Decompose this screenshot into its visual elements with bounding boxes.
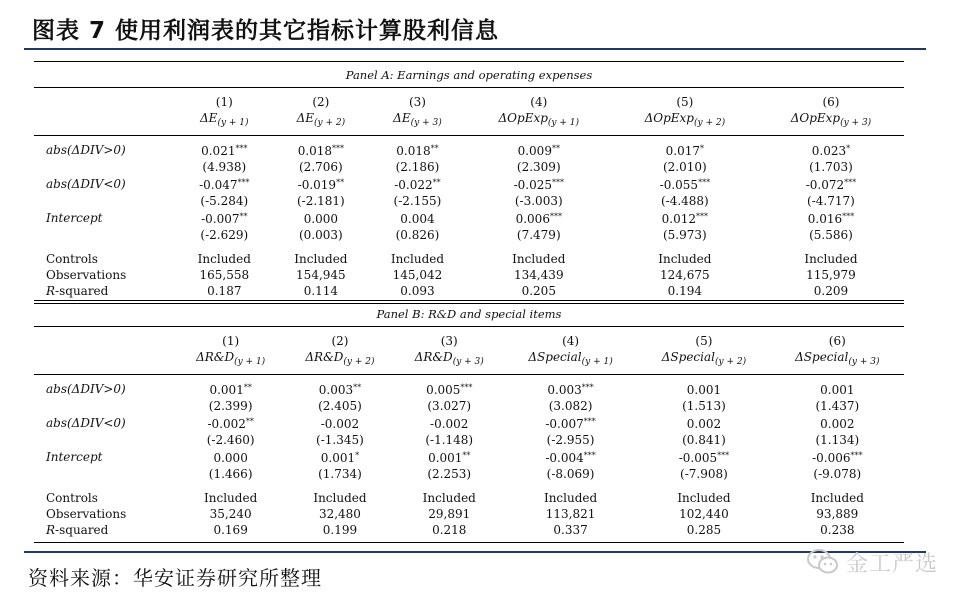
stub-cell <box>34 110 176 136</box>
t-statistic-value: (5.973) <box>662 228 707 242</box>
t-statistic-value: (-1.148) <box>425 433 474 447</box>
stub-cell <box>34 193 176 209</box>
panel-a-table <box>34 61 904 304</box>
column-number: (5) <box>676 95 694 109</box>
dependent-variable-name: ΔSpecial <box>528 350 582 364</box>
figure-title: 图表 7 使用利润表的其它指标计算股利信息 <box>32 18 500 44</box>
variable-label: Intercept <box>46 211 103 225</box>
controls-value: Included <box>804 252 858 266</box>
coefficient-value: -0.007 <box>545 417 584 431</box>
coefficient-row <box>34 414 904 432</box>
t-statistic-value: (2.186) <box>395 160 440 174</box>
observations-value: 113,821 <box>545 507 596 521</box>
column-number: (6) <box>822 95 840 109</box>
dependent-variable-horizon: (y + 3) <box>452 357 484 367</box>
t-statistic-value: (0.826) <box>395 228 440 242</box>
significance-stars: *** <box>583 451 596 460</box>
controls-value: Included <box>422 491 476 505</box>
dependent-variable-horizon: (y + 2) <box>343 357 375 367</box>
controls-value: Included <box>810 491 864 505</box>
coefficient-cell <box>771 375 904 399</box>
observations-value: 93,889 <box>816 507 859 521</box>
observations-value: 154,945 <box>296 268 346 282</box>
coefficient-value: -0.006 <box>812 451 851 465</box>
significance-stars: ** <box>551 144 560 153</box>
dependent-variable-name: ΔOpExp <box>790 111 841 125</box>
controls-value: Included <box>313 491 367 505</box>
coefficient-value: 0.023 <box>811 144 847 158</box>
significance-stars: *** <box>583 417 596 426</box>
coefficient-cell <box>395 375 504 399</box>
coefficient-cell <box>176 136 273 160</box>
dependent-variable-name: ΔSpecial <box>795 350 849 364</box>
controls-value: Included <box>677 491 731 505</box>
significance-stars: *** <box>332 144 345 153</box>
coefficient-cell <box>612 175 758 193</box>
coefficient-value: 0.004 <box>400 212 435 226</box>
column-number: (3) <box>440 334 458 348</box>
t-statistic-value: (-2.181) <box>296 194 345 208</box>
significance-stars: *** <box>850 451 863 460</box>
observations-value: 115,979 <box>806 268 856 282</box>
column-number-row <box>34 88 904 111</box>
brand-name: 金工严选 <box>846 551 939 577</box>
coefficient-value: 0.003 <box>318 383 354 397</box>
t-statistic-row <box>34 193 904 209</box>
coefficient-cell <box>176 448 285 466</box>
variable-label: abs(ΔDIV>0) <box>46 143 126 157</box>
t-statistic-value: (1.734) <box>318 467 362 481</box>
coefficient-cell <box>758 136 904 160</box>
coefficient-value: 0.005 <box>426 383 461 397</box>
r-squared-label-rest: -squared <box>55 523 109 537</box>
r-squared-label-rest: -squared <box>55 284 109 298</box>
coefficient-value: 0.012 <box>661 212 697 226</box>
title-rule <box>24 48 926 50</box>
controls-value: Included <box>204 491 258 505</box>
coefficient-value: 0.000 <box>213 451 248 465</box>
coefficient-value: 0.009 <box>517 144 552 158</box>
coefficient-value: 0.000 <box>303 212 339 226</box>
stub-cell <box>34 88 176 111</box>
t-statistic-value: (2.010) <box>662 160 707 174</box>
significance-stars: *** <box>717 451 730 460</box>
coefficient-cell <box>504 448 637 466</box>
panel-title: Panel A: Earnings and operating expenses <box>34 62 904 88</box>
r-squared-value: 0.194 <box>667 284 703 298</box>
controls-value: Included <box>294 252 348 266</box>
observations-value: 165,558 <box>199 268 250 282</box>
t-statistic-value: (0.003) <box>299 228 343 242</box>
column-number: (1) <box>215 95 233 109</box>
coefficient-cell <box>273 136 370 160</box>
t-statistic-row <box>34 398 904 414</box>
column-number: (6) <box>828 334 846 348</box>
r-squared-value: 0.199 <box>322 523 358 537</box>
r-squared-value: 0.205 <box>521 284 556 298</box>
dependent-variable-name: ΔE <box>296 111 315 125</box>
dependent-variable-name: ΔR&D <box>196 350 235 364</box>
r-squared-label <box>34 522 176 543</box>
coefficient-cell <box>176 414 285 432</box>
coefficient-cell <box>466 175 612 193</box>
coefficient-cell <box>771 448 904 466</box>
variable-label: Intercept <box>46 450 103 464</box>
t-statistic-value: (-9.078) <box>813 467 862 481</box>
significance-stars: ** <box>353 383 362 392</box>
coefficient-cell <box>637 414 770 432</box>
column-number: (5) <box>695 334 713 348</box>
coefficient-cell <box>369 209 466 227</box>
significance-stars: *** <box>460 383 473 392</box>
observations-value: 124,675 <box>660 268 710 282</box>
dependent-variable <box>637 349 770 375</box>
r-squared-value: 0.093 <box>400 284 435 298</box>
dependent-variable-horizon: (y + 1) <box>547 118 580 128</box>
t-statistic-value: (3.027) <box>427 399 472 413</box>
significance-stars: *** <box>237 178 250 187</box>
t-statistic-row <box>34 227 904 243</box>
observations-value: 32,480 <box>318 507 361 521</box>
significance-stars: ** <box>432 178 441 187</box>
coefficient-row <box>34 136 904 160</box>
t-statistic-value: (1.466) <box>208 467 253 481</box>
variable-label: abs(ΔDIV<0) <box>46 416 126 430</box>
observations-value: 145,042 <box>392 268 443 282</box>
dependent-variable-name: ΔR&D <box>414 350 453 364</box>
dependent-variable-name: ΔOpExp <box>644 111 694 125</box>
coefficient-cell <box>285 414 394 432</box>
coefficient-cell <box>612 136 758 160</box>
t-statistic-value: (2.253) <box>427 467 472 481</box>
r-squared-value: 0.285 <box>686 523 722 537</box>
r-squared-value: 0.209 <box>813 284 849 298</box>
dependent-variable <box>771 349 904 375</box>
significance-stars: *** <box>549 212 562 221</box>
dependent-variable-horizon: (y + 1) <box>581 357 613 367</box>
coefficient-value: -0.007 <box>201 212 240 226</box>
coefficient-cell <box>176 209 273 227</box>
dependent-variable-horizon: (y + 3) <box>410 118 442 128</box>
r-squared-value: 0.114 <box>303 284 339 298</box>
observations-label: Observations <box>46 268 127 282</box>
panel-title-row <box>34 62 904 88</box>
coefficient-cell <box>273 175 370 193</box>
dependent-variable-horizon: (y + 2) <box>314 118 346 128</box>
t-statistic-value: (2.405) <box>318 399 362 413</box>
significance-stars: ** <box>245 417 254 426</box>
t-statistic-value: (-1.345) <box>316 433 364 447</box>
panel-b-table <box>34 300 904 543</box>
dependent-variable-name: ΔSpecial <box>661 350 715 364</box>
coefficient-value: -0.019 <box>297 178 337 192</box>
t-statistic-value: (5.586) <box>809 228 853 242</box>
t-statistic-value: (-2.629) <box>200 228 249 242</box>
t-statistic-value: (-2.460) <box>206 433 255 447</box>
dependent-variable <box>758 110 904 136</box>
wechat-icon <box>806 548 840 576</box>
coefficient-cell <box>466 136 612 160</box>
dependent-variable <box>176 110 273 136</box>
observations-label: Observations <box>46 507 127 521</box>
significance-stars: *** <box>696 212 709 221</box>
observations-value: 35,240 <box>209 507 252 521</box>
coefficient-value: -0.047 <box>199 178 238 192</box>
stub-cell <box>34 159 176 175</box>
coefficient-value: -0.022 <box>394 178 433 192</box>
variable-label: abs(ΔDIV>0) <box>46 382 126 396</box>
controls-label: Controls <box>46 491 98 505</box>
coefficient-value: -0.002 <box>320 417 360 431</box>
dependent-variable-name: ΔE <box>393 111 411 125</box>
significance-stars: *** <box>581 383 594 392</box>
t-statistic-value: (2.706) <box>299 160 343 174</box>
controls-row <box>34 482 904 506</box>
dependent-variable <box>395 349 504 375</box>
controls-value: Included <box>543 491 598 505</box>
coefficient-value: 0.006 <box>515 212 550 226</box>
coefficient-value: -0.072 <box>805 178 845 192</box>
coefficient-cell <box>504 414 637 432</box>
bottom-rule <box>24 551 926 553</box>
t-statistic-value: (-8.069) <box>546 467 595 481</box>
stub-cell <box>34 349 176 375</box>
column-number-row <box>34 327 904 350</box>
observations-value: 134,439 <box>513 268 564 282</box>
dependent-variable <box>504 349 637 375</box>
significance-stars: ** <box>462 451 471 460</box>
coefficient-value: 0.002 <box>686 417 722 431</box>
t-statistic-value: (1.513) <box>682 399 726 413</box>
dependent-variable <box>285 349 394 375</box>
coefficient-value: -0.002 <box>430 417 469 431</box>
coefficient-value: 0.003 <box>547 383 582 397</box>
coefficient-value: -0.025 <box>513 178 552 192</box>
dependent-variable <box>466 110 612 136</box>
coefficient-cell <box>176 175 273 193</box>
dependent-variable <box>273 110 370 136</box>
column-number: (3) <box>408 95 426 109</box>
coefficient-cell <box>273 209 370 227</box>
r-squared-value: 0.238 <box>820 523 855 537</box>
controls-value: Included <box>512 252 566 266</box>
t-statistic-row <box>34 159 904 175</box>
coefficient-value: 0.018 <box>396 144 431 158</box>
coefficient-value: 0.002 <box>820 417 855 431</box>
t-statistic-value: (0.841) <box>682 433 726 447</box>
column-number: (4) <box>530 95 548 109</box>
r-squared-label-italic: R <box>46 284 56 298</box>
t-statistic-row <box>34 432 904 448</box>
observations-value: 29,891 <box>428 507 471 521</box>
r-squared-value: 0.218 <box>432 523 467 537</box>
significance-stars: ** <box>243 383 252 392</box>
panel-title-row <box>34 301 904 327</box>
coefficient-cell <box>758 175 904 193</box>
stub-cell <box>34 398 176 414</box>
coefficient-cell <box>637 375 770 399</box>
r-squared-label-italic: R <box>46 523 56 537</box>
dependent-variable-horizon: (y + 3) <box>840 118 872 128</box>
coefficient-value: 0.001 <box>686 383 722 397</box>
dependent-variable-name: ΔOpExp <box>498 111 548 125</box>
coefficient-value: 0.021 <box>201 144 236 158</box>
dependent-variable-horizon: (y + 2) <box>714 357 747 367</box>
dependent-variable-row <box>34 349 904 375</box>
t-statistic-value: (-7.908) <box>680 467 728 481</box>
coefficient-value: -0.004 <box>545 451 584 465</box>
column-number: (2) <box>312 95 330 109</box>
significance-stars: ** <box>336 178 345 187</box>
dependent-variable-row <box>34 110 904 136</box>
t-statistic-value: (-4.717) <box>807 194 855 208</box>
observations-value: 102,440 <box>679 507 729 521</box>
column-number: (1) <box>222 334 240 348</box>
significance-stars: * <box>700 144 705 153</box>
coefficient-value: 0.001 <box>820 383 855 397</box>
significance-stars: *** <box>551 178 564 187</box>
significance-stars: *** <box>235 144 248 153</box>
stub-cell <box>34 466 176 482</box>
coefficient-row <box>34 375 904 399</box>
t-statistic-value: (-2.955) <box>546 433 595 447</box>
coefficient-value: -0.005 <box>678 451 718 465</box>
coefficient-row <box>34 175 904 193</box>
source-note: 资料来源：华安证券研究所整理 <box>28 566 322 590</box>
coefficient-cell <box>176 375 285 399</box>
coefficient-cell <box>637 448 770 466</box>
coefficient-value: 0.001 <box>428 451 463 465</box>
t-statistic-value: (1.703) <box>809 160 853 174</box>
coefficient-value: 0.001 <box>320 451 356 465</box>
t-statistic-row <box>34 466 904 482</box>
t-statistic-value: (4.938) <box>202 160 247 174</box>
coefficient-cell <box>395 448 504 466</box>
t-statistic-value: (-2.155) <box>393 194 442 208</box>
observations-row <box>34 267 904 283</box>
coefficient-value: 0.017 <box>665 144 701 158</box>
coefficient-cell <box>285 448 394 466</box>
dependent-variable-horizon: (y + 1) <box>234 357 266 367</box>
column-number: (4) <box>562 334 580 348</box>
t-statistic-value: (2.309) <box>516 160 561 174</box>
dependent-variable-horizon: (y + 2) <box>694 118 726 128</box>
significance-stars: *** <box>698 178 711 187</box>
t-statistic-value: (2.399) <box>208 399 253 413</box>
coefficient-cell <box>504 375 637 399</box>
coefficient-cell <box>369 136 466 160</box>
t-statistic-value: (-5.284) <box>200 194 249 208</box>
significance-stars: ** <box>239 212 248 221</box>
significance-stars: * <box>355 451 360 460</box>
coefficient-value: 0.016 <box>807 212 843 226</box>
significance-stars: *** <box>844 178 857 187</box>
t-statistic-value: (1.437) <box>815 399 860 413</box>
coefficient-cell <box>285 375 394 399</box>
coefficient-cell <box>466 209 612 227</box>
controls-value: Included <box>658 252 712 266</box>
r-squared-value: 0.169 <box>213 523 248 537</box>
panel-title: Panel B: R&D and special items <box>34 301 904 327</box>
r-squared-value: 0.187 <box>207 284 242 298</box>
dependent-variable <box>369 110 466 136</box>
coefficient-cell <box>612 209 758 227</box>
dependent-variable-horizon: (y + 3) <box>848 357 880 367</box>
coefficient-value: 0.001 <box>209 383 244 397</box>
coefficient-value: 0.018 <box>297 144 333 158</box>
coefficient-value: -0.055 <box>659 178 699 192</box>
coefficient-row <box>34 209 904 227</box>
brand-watermark <box>806 545 938 579</box>
coefficient-cell <box>395 414 504 432</box>
dependent-variable <box>612 110 758 136</box>
t-statistic-value: (-4.488) <box>660 194 709 208</box>
coefficient-cell <box>369 175 466 193</box>
controls-value: Included <box>197 252 251 266</box>
stub-cell <box>34 327 176 350</box>
coefficient-row <box>34 448 904 466</box>
coefficient-cell <box>771 414 904 432</box>
dependent-variable-name: ΔE <box>200 111 218 125</box>
stub-cell <box>34 432 176 448</box>
controls-row <box>34 243 904 267</box>
stub-cell <box>34 227 176 243</box>
t-statistic-value: (7.479) <box>516 228 561 242</box>
coefficient-cell <box>758 209 904 227</box>
t-statistic-value: (-3.003) <box>514 194 563 208</box>
variable-label: abs(ΔDIV<0) <box>46 177 126 191</box>
significance-stars: *** <box>842 212 855 221</box>
t-statistic-value: (1.134) <box>815 433 860 447</box>
observations-row <box>34 506 904 522</box>
controls-value: Included <box>390 252 445 266</box>
significance-stars: ** <box>430 144 439 153</box>
significance-stars: * <box>846 144 851 153</box>
column-number: (2) <box>331 334 349 348</box>
dependent-variable-name: ΔR&D <box>305 350 344 364</box>
coefficient-value: -0.002 <box>207 417 246 431</box>
dependent-variable <box>176 349 285 375</box>
dependent-variable-horizon: (y + 1) <box>217 118 249 128</box>
r-squared-value: 0.337 <box>553 523 588 537</box>
controls-label: Controls <box>46 252 98 266</box>
r-squared-row <box>34 522 904 543</box>
t-statistic-value: (3.082) <box>548 399 593 413</box>
